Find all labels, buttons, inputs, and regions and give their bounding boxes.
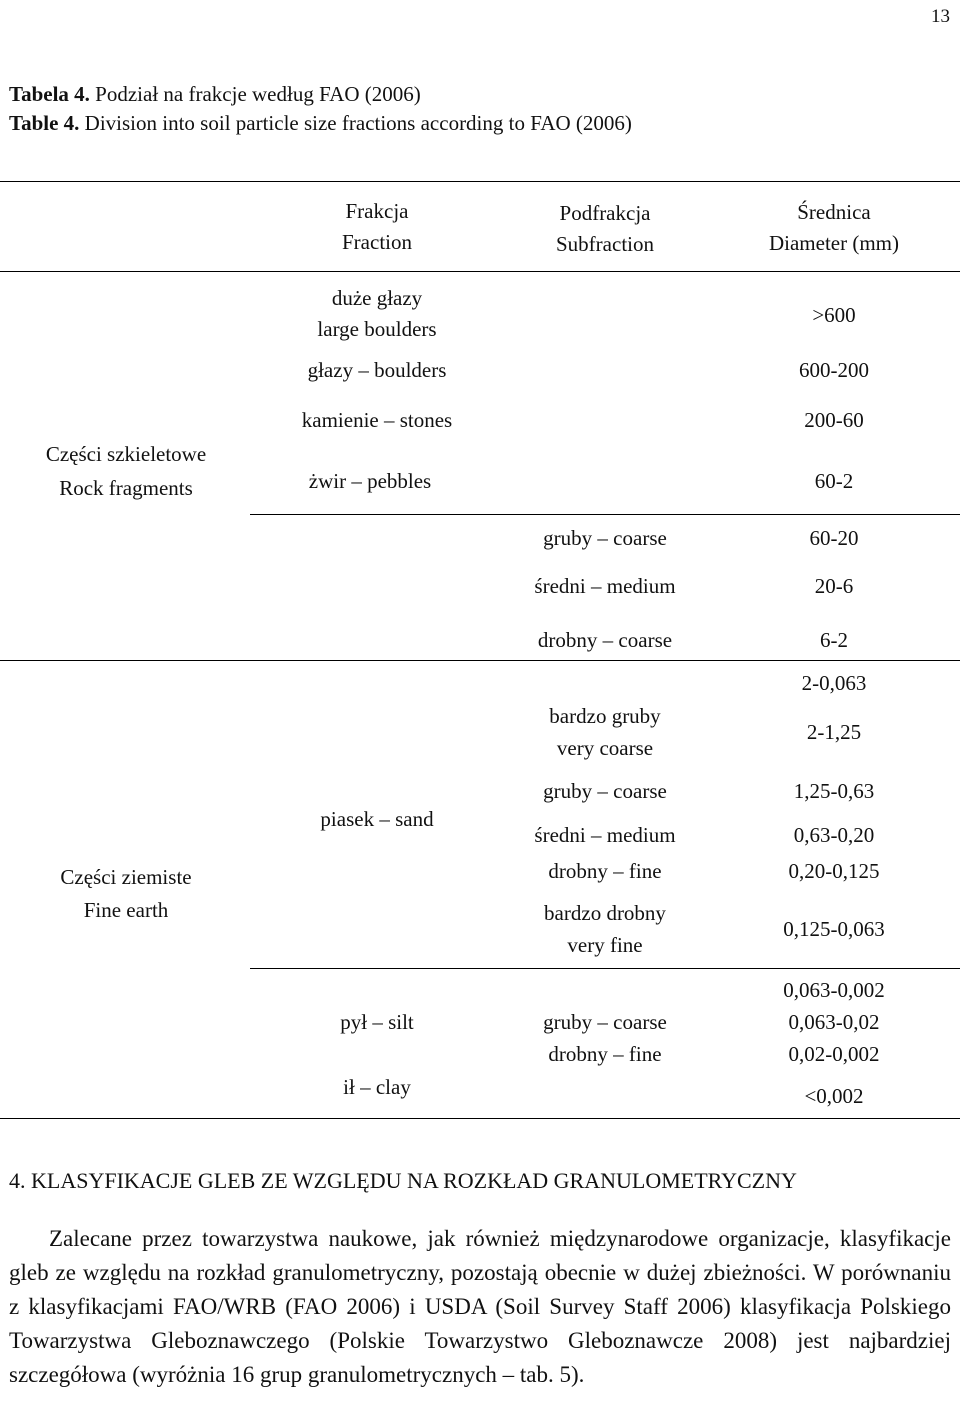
table-header-rule [0, 271, 960, 272]
silt-fine-diameter: 0,02-0,002 [788, 1042, 880, 1066]
pebbles-pl: żwir [308, 469, 347, 493]
sand-medium-en: medium [606, 823, 676, 847]
stones-en: stones [399, 408, 453, 432]
boulders-label [308, 360, 447, 381]
sand-very-coarse-en: very coarse [556, 736, 654, 760]
sand-fine-en: fine [628, 859, 662, 883]
large-boulders-pl: duże głazy [331, 286, 423, 310]
silt-fine-label [548, 1044, 661, 1065]
caption-en [9, 111, 632, 136]
pebbles-coarse-label [543, 528, 667, 549]
silt-coarse-pl: gruby [543, 1010, 593, 1034]
sand-very-fine-en: very fine [567, 933, 643, 957]
dash: – [360, 1075, 371, 1099]
sand-very-fine-diameter: 0,125-0,063 [783, 917, 885, 941]
silt-diameter: 0,063-0,002 [783, 978, 885, 1002]
caption-pl [9, 82, 421, 107]
pebbles-medium-en: medium [606, 574, 676, 598]
clay-pl: ił [343, 1075, 355, 1099]
boulders-diameter: 600-200 [799, 358, 869, 382]
rock-group-pl: Części szkieletowe [45, 442, 207, 466]
clay-en: clay [375, 1075, 411, 1099]
large-boulders-diameter: >600 [812, 303, 856, 327]
silt-label [340, 1012, 414, 1033]
sand-fine-label [548, 861, 661, 882]
pebbles-fine-en: coarse [618, 628, 673, 652]
silt-coarse-label [543, 1012, 667, 1033]
silt-en: silt [388, 1010, 414, 1034]
boulders-pl: głazy [307, 358, 354, 382]
pebbles-en: pebbles [367, 469, 432, 493]
body-paragraph: Zalecane przez towarzystwa naukowe, jak również międzynarodowe organizacje, klasyfikacje gleb ze względu na rozkład granulometryczny, pozostają obecnie w dużej zbieżności. W porównaniu z klasyfikacjami FAO/WRB (FAO 2006) i USDA (Soil Survey Staff 2006) klasyfikacja Polskiego Towarzystwa Gleboznawczego (Polskie Towarzystwo Gleboznawcze 2008) jest najbardziej szczegółowa (wyróżnia 16 grup granulometrycznych – tab. 5). [9, 1226, 951, 1387]
pebbles-label [309, 471, 431, 492]
table-bottom-rule [0, 1118, 960, 1119]
header-fraction-pl: Frakcja [345, 199, 409, 223]
sand-coarse-pl: gruby [543, 779, 593, 803]
silt-coarse-en: coarse [613, 1010, 667, 1034]
header-diameter-pl: Średnica [797, 200, 871, 224]
sand-medium-diameter: 0,63-0,20 [793, 823, 875, 847]
pebbles-coarse-diameter: 60-20 [809, 526, 859, 550]
dash: – [602, 628, 614, 652]
silt-pl: pył [340, 1010, 368, 1034]
header-subfraction-pl: Podfrakcja [559, 201, 651, 225]
pebbles-coarse-pl: gruby [543, 526, 593, 550]
sand-coarse-diameter: 1,25-0,63 [793, 779, 875, 803]
dash: – [597, 1010, 608, 1034]
header-subfraction-en: Subfraction [556, 232, 654, 256]
stones-label [302, 410, 452, 431]
clay-diameter: <0,002 [804, 1084, 864, 1108]
sand-very-coarse-diameter: 2-1,25 [806, 720, 862, 744]
sand-fine-diameter: 0,20-0,125 [788, 859, 880, 883]
dash: – [597, 526, 608, 550]
dash: – [383, 408, 395, 432]
boulders-en: boulders [374, 358, 447, 382]
stones-diameter: 200-60 [804, 408, 864, 432]
silt-fine-en: fine [628, 1042, 662, 1066]
pebbles-coarse-en: coarse [613, 526, 667, 550]
caption-en-text: Division into soil particle size fractions according to FAO (2006) [84, 111, 632, 135]
sand-fine-pl: drobny [548, 859, 608, 883]
dash: – [358, 358, 369, 382]
dash: – [591, 823, 602, 847]
pebbles-fine-label [538, 630, 672, 651]
dash: – [379, 807, 390, 831]
pebbles-fine-diameter: 6-2 [820, 628, 848, 652]
sand-coarse-en: coarse [613, 779, 667, 803]
fine-group-en: Fine earth [83, 898, 169, 922]
pebbles-rule [250, 514, 960, 515]
caption-pl-text: Podział na frakcje według FAO (2006) [95, 82, 421, 106]
clay-label [343, 1077, 411, 1098]
header-fraction-en: Fraction [342, 230, 412, 254]
pebbles-medium-diameter: 20-6 [814, 574, 854, 598]
dash: – [613, 859, 624, 883]
silt-coarse-diameter: 0,063-0,02 [788, 1010, 880, 1034]
silt-fine-pl: drobny [548, 1042, 608, 1066]
table-top-rule [0, 181, 960, 182]
fine-group-pl: Części ziemiste [60, 865, 192, 889]
rock-group-en: Rock fragments [59, 476, 193, 500]
sand-label [320, 809, 433, 830]
sand-medium-pl: średni [534, 823, 586, 847]
page-number: 13 [931, 6, 950, 27]
group-divider-rule [0, 660, 960, 661]
section-heading: 4. KLASYFIKACJE GLEB ZE WZGLĘDU NA ROZKŁAD GRANULOMETRYCZNY [9, 1168, 797, 1193]
sand-coarse-label [543, 781, 667, 802]
sand-medium-label [534, 825, 675, 846]
dash: – [372, 1010, 383, 1034]
large-boulders-en: large boulders [317, 317, 437, 341]
stones-pl: kamienie [301, 408, 379, 432]
caption-en-label: Table 4. [9, 111, 80, 135]
pebbles-medium-pl: średni [534, 574, 586, 598]
dash: – [613, 1042, 624, 1066]
pebbles-diameter: 60-2 [814, 469, 854, 493]
dash: – [597, 779, 608, 803]
sand-very-coarse-pl: bardzo gruby [549, 704, 661, 728]
dash: – [351, 469, 362, 493]
sand-diameter: 2-0,063 [801, 671, 867, 695]
dash: – [591, 574, 602, 598]
sand-en: sand [395, 807, 434, 831]
silt-rule [250, 968, 960, 969]
sand-pl: piasek [320, 807, 375, 831]
pebbles-fine-pl: drobny [537, 628, 598, 652]
header-diameter-en: Diameter (mm) [768, 231, 900, 255]
sand-very-fine-pl: bardzo drobny [544, 901, 666, 925]
pebbles-medium-label [534, 576, 675, 597]
caption-pl-label: Tabela 4. [9, 82, 90, 106]
